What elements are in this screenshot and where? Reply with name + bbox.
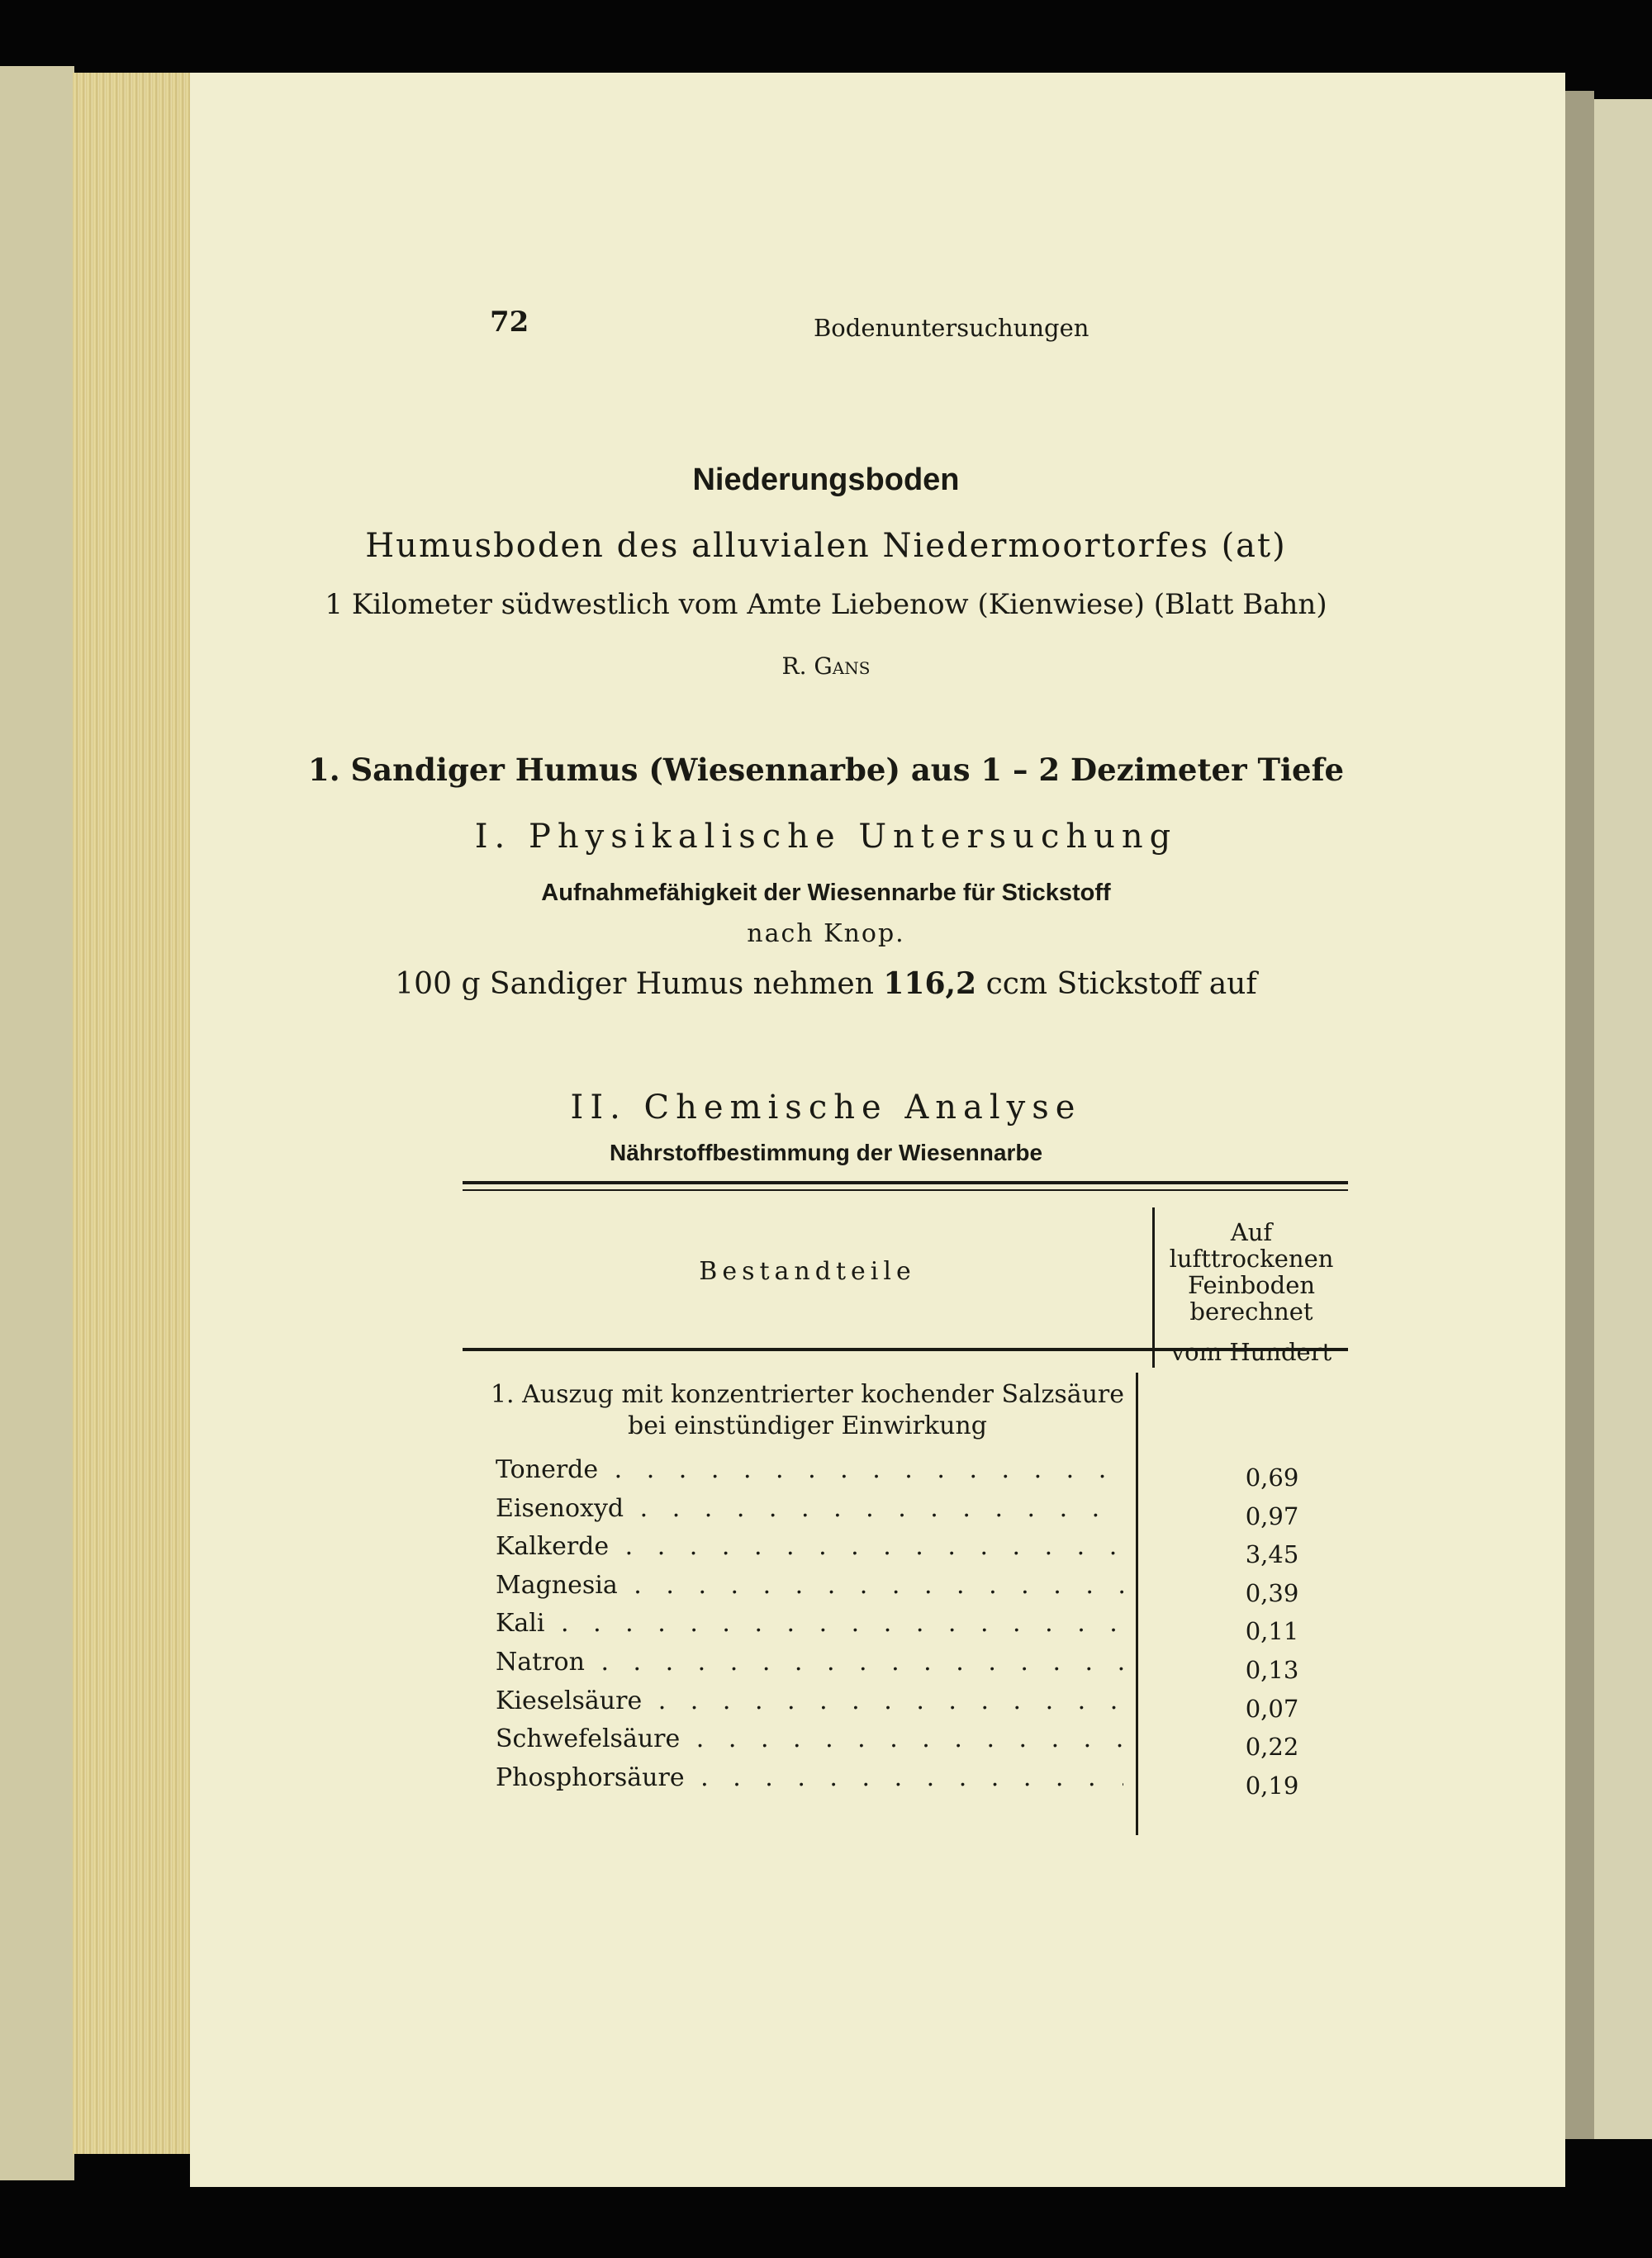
row-value: 0,11 [1245, 1617, 1299, 1646]
column-header-constituents: Bestandteile [699, 1257, 916, 1286]
location-line: 1 Kilometer südwestlich vom Amte Liebenow (Kienwiese) (Blatt Bahn) [325, 588, 1327, 621]
column-header-unit: vom Hundert [1170, 1338, 1332, 1366]
section2-heading: II. Chemische Analyse [570, 1089, 1082, 1127]
row-label: Kalkerde . . . [496, 1532, 1123, 1561]
section1-heading: I. Physikalische Untersuchung [474, 818, 1178, 856]
row-label: Natron . . . [496, 1648, 1123, 1677]
column-header-basis [1152, 1219, 1351, 1325]
table-top-rule [463, 1181, 1348, 1184]
column-header-line: Feinboden [1187, 1271, 1316, 1299]
column-header-line: Auf [1230, 1218, 1273, 1246]
row-label: Kali . . . [496, 1609, 1123, 1638]
row-value: 0,97 [1245, 1501, 1299, 1530]
table-row [496, 1532, 1363, 1571]
row-label: Schwefelsäure . . . [496, 1724, 1123, 1753]
table-row [496, 1609, 1363, 1648]
table-row [496, 1494, 1363, 1533]
table-top-rule-thin [463, 1189, 1348, 1191]
table-row [496, 1763, 1363, 1802]
table-row [496, 1648, 1363, 1686]
result-suffix: ccm Stickstoff auf [985, 967, 1257, 1001]
row-value: 0,19 [1245, 1771, 1299, 1800]
running-head: Bodenuntersuchungen [814, 314, 1089, 342]
table-rows [496, 1455, 1363, 1801]
sample-heading: 1. Sandiger Humus (Wiesennarbe) aus 1 – 2 Dezimeter Tiefe [307, 752, 1345, 788]
column-header-line: lufttrockenen [1169, 1245, 1334, 1273]
row-value: 0,13 [1245, 1655, 1299, 1684]
method-line: nach Knop. [747, 919, 905, 948]
page-number: 72 [490, 306, 529, 339]
row-label: Kieselsäure . . . [496, 1686, 1123, 1715]
result-line [0, 966, 1652, 1001]
extraction-heading [463, 1379, 1152, 1442]
row-value: 0,22 [1245, 1733, 1299, 1762]
table-row [496, 1571, 1363, 1610]
table-row [496, 1724, 1363, 1763]
row-label: Phosphorsäure . . . [496, 1763, 1123, 1792]
result-value: 116,2 [883, 966, 977, 1001]
row-label: Magnesia . . . [496, 1571, 1123, 1600]
column-header-line: berechnet [1189, 1297, 1313, 1326]
row-value: 3,45 [1245, 1540, 1299, 1569]
extraction-heading-line2: bei einstündiger Einwirkung [628, 1411, 987, 1440]
table-row [496, 1455, 1363, 1494]
extraction-heading-line1: 1. Auszug mit konzentrierter kochender Salzsäure [490, 1380, 1125, 1409]
section2-subheading: Nährstoffbestimmung der Wiesennarbe [609, 1140, 1043, 1165]
row-value: 0,69 [1245, 1463, 1299, 1492]
author: R. Gans [781, 652, 871, 680]
section1-subheading: Aufnahmefähigkeit der Wiesennarbe für Stickstoff [541, 880, 1111, 906]
row-value: 0,07 [1245, 1694, 1299, 1723]
page-title: Niederungsboden [692, 463, 960, 497]
row-label: Eisenoxyd . . . [496, 1494, 1123, 1523]
subtitle: Humusboden des alluvialen Niedermoortorfes (at) [365, 527, 1287, 565]
row-label: Tonerde . . . [496, 1455, 1123, 1484]
table-row [496, 1686, 1363, 1725]
row-value: 0,39 [1245, 1578, 1299, 1607]
book-page [190, 73, 1565, 2187]
result-prefix: 100 g Sandiger Humus nehmen [395, 967, 874, 1001]
